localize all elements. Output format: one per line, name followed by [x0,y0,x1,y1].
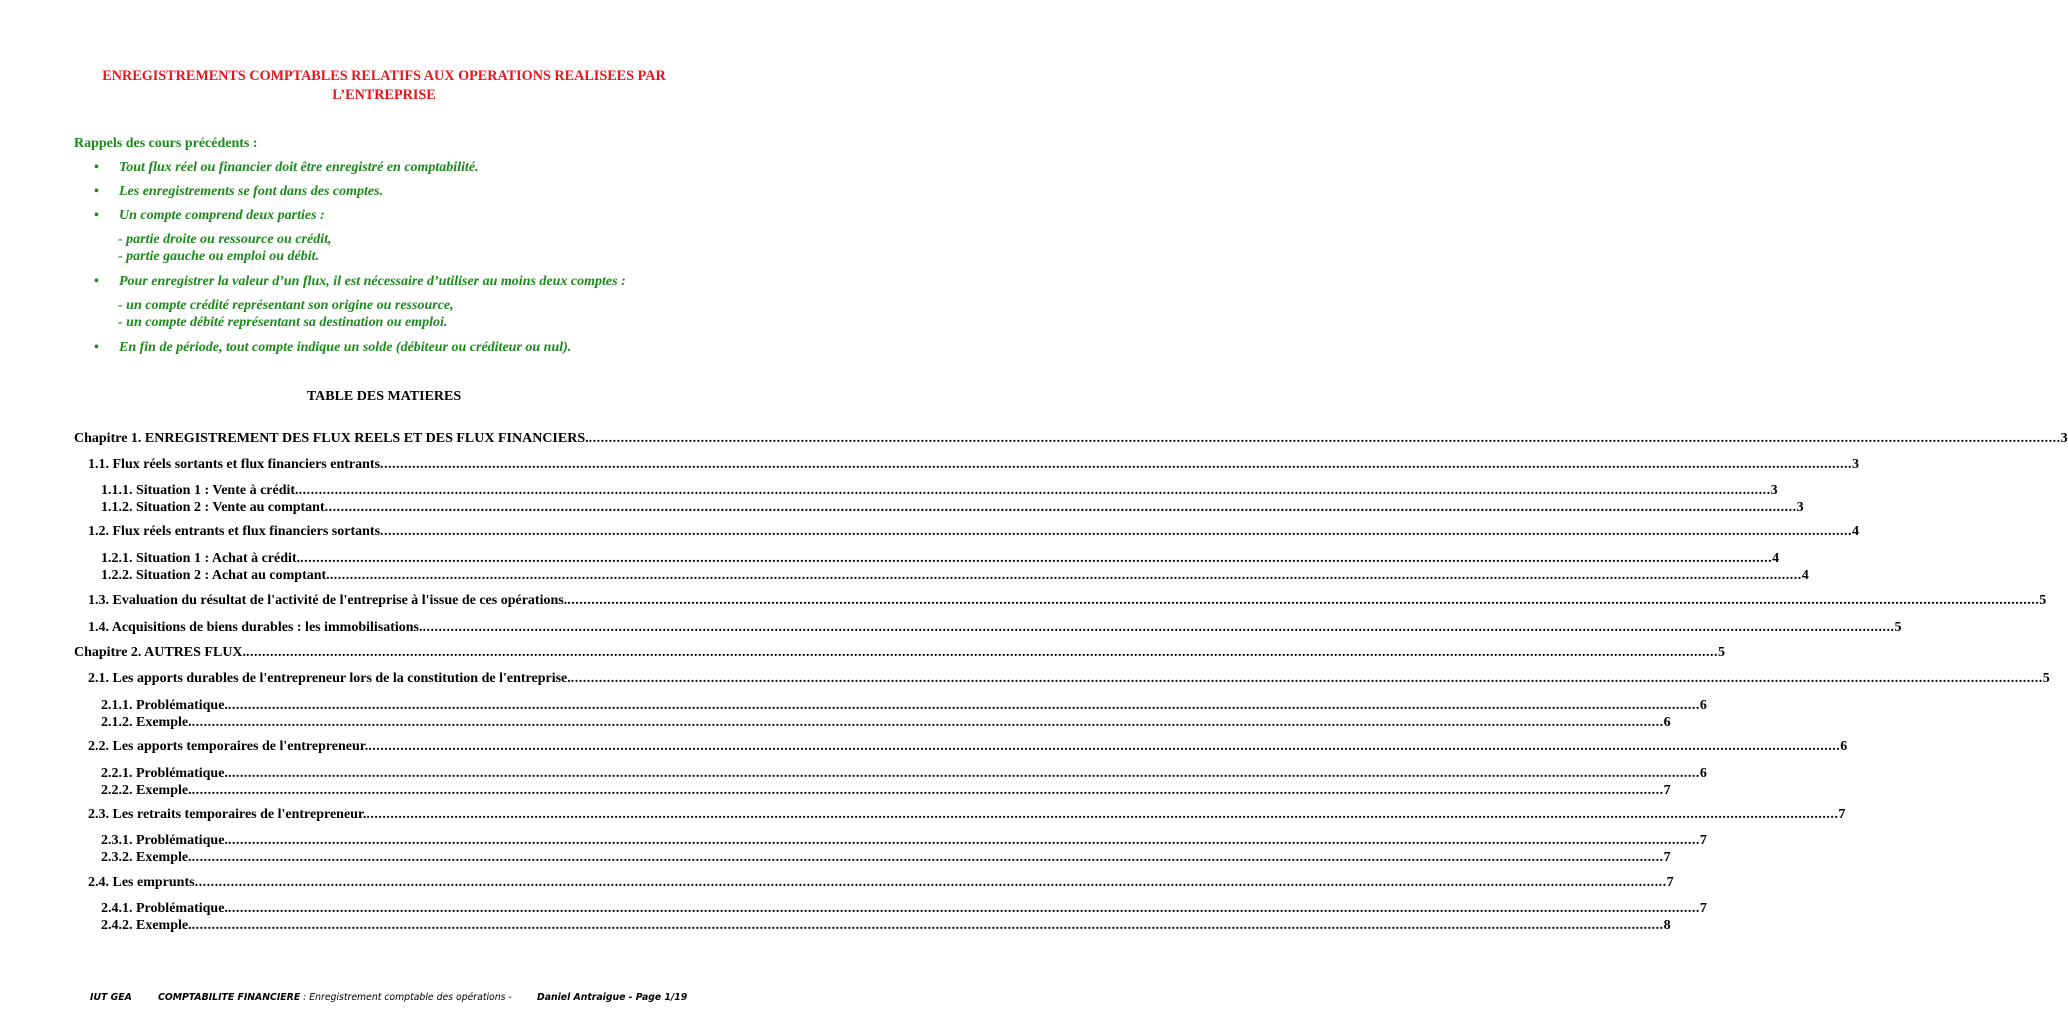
sub-item: - partie droite ou ressource ou crédit, [118,232,332,247]
toc-heading: TABLE DES MATIERES [306,389,462,404]
bullet-icon: • [94,274,99,289]
toc-entry[interactable] [88,806,1846,823]
toc-page: 5 [2042,671,2050,686]
bullet-text: En fin de période, tout compte indique un solde (débiteur ou créditeur ou nul). [119,340,572,355]
sub-item: - un compte crédité représentant son origine ou ressource, [118,298,454,313]
toc-page: 4 [1772,551,1780,566]
toc-page: 8 [1663,918,1671,933]
toc-leader: ................................................................................................................................................................................................................................................................................................................................................................................ [191,850,1664,865]
toc-leader: ................................................................................................................................................................................................................................................................................................................................................................................ [567,593,2040,608]
toc-entry[interactable] [88,592,2047,609]
toc-page: 3 [2060,431,2068,446]
toc-page: 7 [1663,783,1671,798]
toc-label: 2.2.1. Problématique. [101,766,228,781]
toc-entry[interactable] [88,456,1860,473]
footer-left: IUT GEA [90,992,132,1003]
footer-middle [158,992,512,1003]
bullet-icon: • [94,208,99,223]
bullet-text: Les enregistrements se font dans des comptes. [119,184,384,199]
toc-entry[interactable] [88,523,1860,540]
page-footer [0,992,768,1008]
toc-entry[interactable] [101,782,1671,799]
toc-label: Chapitre 2. AUTRES FLUX. [74,645,247,660]
toc-label: 1.2.2. Situation 2 : Achat au comptant. [101,568,330,583]
toc-label: 2.1. Les apports durables de l'entrepreneur lors de la constitution de l'entreprise. [88,671,571,686]
toc-label: 2.3.2. Exemple. [101,850,192,865]
toc-leader: ................................................................................................................................................................................................................................................................................................................................................................................ [300,551,1773,566]
toc-page: 7 [1699,901,1707,916]
toc-label: 1.1. Flux réels sortants et flux financiers entrants [88,457,381,472]
footer-right: Daniel Antraigue - Page 1/19 [537,992,688,1003]
footer-middle-strong: COMPTABILITE FINANCIERE [158,992,301,1003]
toc-label: 2.4.2. Exemple. [101,918,192,933]
toc-entry[interactable] [88,874,1674,891]
toc-page: 6 [1699,698,1707,713]
toc-leader: ................................................................................................................................................................................................................................................................................................................................................................................ [380,524,1853,539]
toc-entry[interactable] [101,499,1804,516]
sub-item: - partie gauche ou emploi ou débit. [118,249,320,264]
toc-entry[interactable] [101,900,1707,917]
sub-item: - un compte débité représentant sa destination ou emploi. [118,315,448,330]
toc-entry[interactable] [74,430,2068,447]
toc-label: 1.1.1. Situation 1 : Vente à crédit. [101,483,299,498]
toc-label: 2.2. Les apports temporaires de l'entrepreneur. [88,739,369,754]
toc-page: 4 [1852,524,1860,539]
toc-leader: ................................................................................................................................................................................................................................................................................................................................................................................ [366,807,1839,822]
toc-entry[interactable] [101,714,1671,731]
toc-label: Chapitre 1. ENREGISTREMENT DES FLUX REELS ET DES FLUX FINANCIERS. [74,431,589,446]
toc-leader: ................................................................................................................................................................................................................................................................................................................................................................................ [191,783,1664,798]
toc-page: 7 [1666,875,1674,890]
toc-page: 6 [1663,715,1671,730]
bullet-text: Pour enregistrer la valeur d’un flux, il est nécessaire d’utiliser au moins deux comptes : [119,274,626,289]
toc-leader: ................................................................................................................................................................................................................................................................................................................................................................................ [227,698,1700,713]
toc-leader: ................................................................................................................................................................................................................................................................................................................................................................................ [422,620,1895,635]
toc-page: 7 [1838,807,1846,822]
toc-leader: ................................................................................................................................................................................................................................................................................................................................................................................ [588,431,2061,446]
toc-entry[interactable] [101,765,1707,782]
toc-entry[interactable] [101,832,1707,849]
toc-entry[interactable] [101,482,1778,499]
toc-label: 1.3. Evaluation du résultat de l'activité de l'entreprise à l'issue de ces opérations. [88,593,568,608]
toc-page: 5 [1718,645,1726,660]
toc-entry[interactable] [88,738,1848,755]
toc-leader: ................................................................................................................................................................................................................................................................................................................................................................................ [191,715,1664,730]
bullet-text: Un compte comprend deux parties : [119,208,325,223]
toc-label: 1.2. Flux réels entrants et flux financiers sortants [88,524,381,539]
toc-label: 2.4.1. Problématique. [101,901,228,916]
toc-leader: ................................................................................................................................................................................................................................................................................................................................................................................ [324,500,1797,515]
toc-page: 7 [1663,850,1671,865]
toc-label: 2.3. Les retraits temporaires de l'entrepreneur. [88,807,367,822]
toc-leader: ................................................................................................................................................................................................................................................................................................................................................................................ [191,918,1664,933]
toc-label: 2.4. Les emprunts [88,875,195,890]
toc-page: 6 [1840,739,1848,754]
toc-entry[interactable] [101,567,1809,584]
toc-page: 5 [2039,593,2047,608]
toc-leader: ................................................................................................................................................................................................................................................................................................................................................................................ [227,766,1700,781]
toc-entry[interactable] [88,670,2050,687]
toc-label: 2.1.1. Problématique. [101,698,228,713]
toc-entry[interactable] [101,550,1780,567]
toc-page: 6 [1699,766,1707,781]
toc-leader: ................................................................................................................................................................................................................................................................................................................................................................................ [380,457,1853,472]
toc-leader: ................................................................................................................................................................................................................................................................................................................................................................................ [570,671,2043,686]
rappels-heading: Rappels des cours précédents : [74,136,258,151]
toc-entry[interactable] [101,849,1671,866]
document-title: ENREGISTREMENTS COMPTABLES RELATIFS AUX OPERATIONS REALISEES PAR L’ENTREPRISE [102,68,666,103]
toc-leader: ................................................................................................................................................................................................................................................................................................................................................................................ [227,833,1700,848]
toc-label: 2.2.2. Exemple. [101,783,192,798]
toc-entry[interactable] [88,619,1902,636]
bullet-icon: • [94,184,99,199]
toc-label: 2.1.2. Exemple. [101,715,192,730]
toc-leader: ................................................................................................................................................................................................................................................................................................................................................................................ [329,568,1802,583]
toc-label: 1.1.2. Situation 2 : Vente au comptant [101,500,325,515]
toc-entry[interactable] [74,644,1726,661]
bullet-icon: • [94,340,99,355]
toc-page: 7 [1699,833,1707,848]
toc-page: 3 [1796,500,1804,515]
toc-label: 1.4. Acquisitions de biens durables : les immobilisations. [88,620,423,635]
toc-page: 3 [1852,457,1860,472]
toc-page: 5 [1894,620,1902,635]
toc-entry[interactable] [101,917,1671,934]
toc-leader: ................................................................................................................................................................................................................................................................................................................................................................................ [298,483,1771,498]
bullet-text: Tout flux réel ou financier doit être enregistré en comptabilité. [119,160,479,175]
toc-label: 2.3.1. Problématique. [101,833,228,848]
toc-page: 3 [1770,483,1778,498]
toc-page: 4 [1801,568,1809,583]
toc-entry[interactable] [101,697,1707,714]
bullet-icon: • [94,160,99,175]
toc-leader: ................................................................................................................................................................................................................................................................................................................................................................................ [246,645,1719,660]
toc-leader: ................................................................................................................................................................................................................................................................................................................................................................................ [194,875,1667,890]
toc-leader: ................................................................................................................................................................................................................................................................................................................................................................................ [368,739,1841,754]
toc-label: 1.2.1. Situation 1 : Achat à crédit. [101,551,301,566]
footer-middle-rest: : Enregistrement comptable des opérations - [300,992,512,1003]
toc-leader: ................................................................................................................................................................................................................................................................................................................................................................................ [227,901,1700,916]
